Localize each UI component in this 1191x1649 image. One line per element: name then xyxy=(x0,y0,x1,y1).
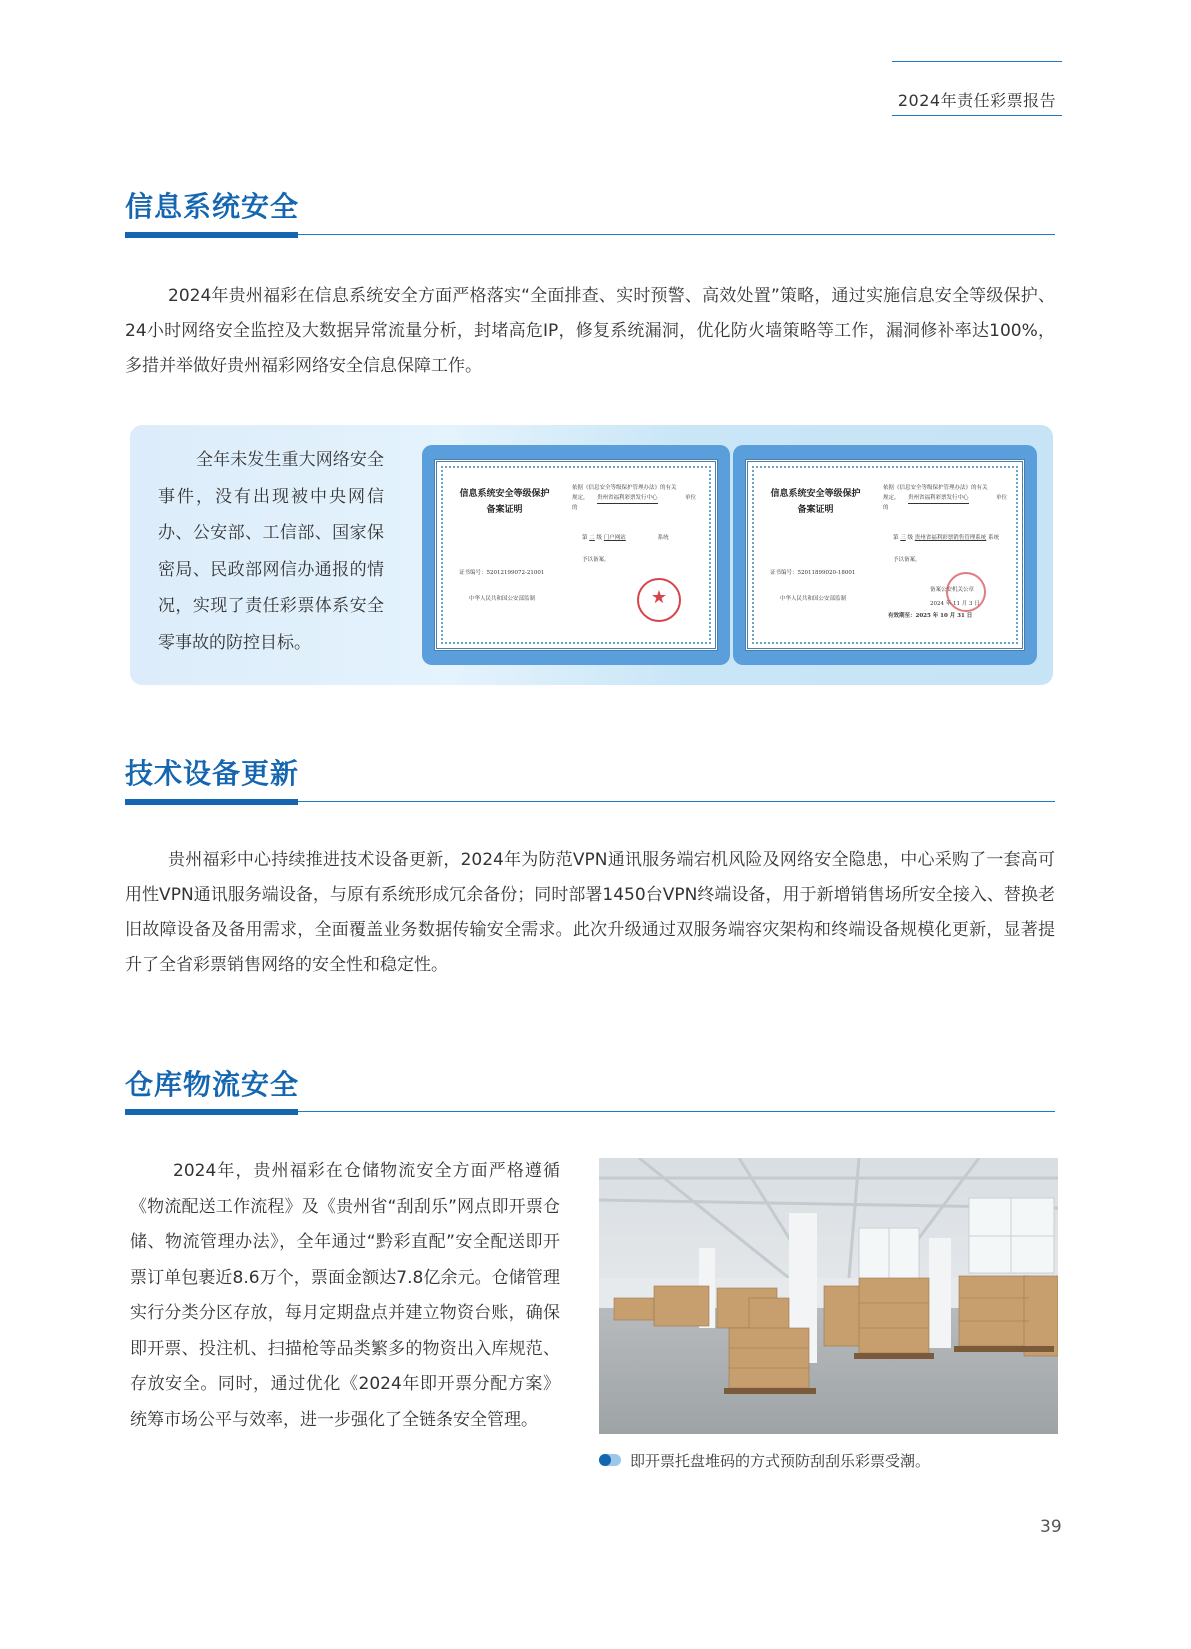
highlight-text: 全年未发生重大网络安全事件，没有出现被中央网信办、公安部、工信部、国家保密局、民政部网信办通报的情况，实现了责任彩票体系安全零事故的防控目标。 xyxy=(158,450,384,653)
cert-level: 第 三 级 贵州省福利彩票销售管理系统 系统 xyxy=(893,535,1000,541)
cert-basis: 依据《信息安全等级保护管理办法》的有关 xyxy=(883,485,988,491)
cert-unit: 单位 xyxy=(685,495,697,501)
warehouse-photo xyxy=(599,1158,1058,1434)
section-title-info-security: 信息系统安全 xyxy=(125,190,300,223)
cert-heading: 信息系统安全等级保护 备案证明 xyxy=(459,489,550,515)
cert-number: 证书编号：52012199072-21001 xyxy=(459,570,545,576)
section-accent-bar xyxy=(125,232,298,238)
certificate-panel xyxy=(130,425,1053,685)
certificate-image-2 xyxy=(733,445,1037,665)
cert-rule: 规定， xyxy=(883,495,900,501)
cert-org: 贵州省福利彩票发行中心 xyxy=(908,494,969,504)
cert-number: 证书编号：52011899020-18001 xyxy=(770,570,856,576)
cert-of: 的 xyxy=(883,505,889,511)
caption-bullet-icon xyxy=(599,1454,621,1466)
header-bottom-rule xyxy=(892,115,1062,116)
cert-heading: 信息系统安全等级保护 备案证明 xyxy=(770,489,861,515)
cert-filed: 予以备案。 xyxy=(893,557,921,563)
section-accent-bar xyxy=(125,1109,298,1115)
cert-valid-until: 有效期至：2025 年 10 月 31 日 xyxy=(888,613,973,619)
photo-caption: 即开票托盘堆码的方式预防刮刮乐彩票受潮。 xyxy=(630,1452,931,1470)
cert-level: 第 二 级 门户网站 系统 xyxy=(582,535,669,541)
cert-date: 2024 年 11 月 3 日 xyxy=(930,601,980,607)
cert-of: 的 xyxy=(572,505,578,511)
certificate-image-1 xyxy=(422,445,730,665)
section-body-equipment-update: 贵州福彩中心持续推进技术设备更新，2024年为防范VPN通讯服务端宕机风险及网络安全隐患，中心采购了一套高可用性VPN通讯服务端设备，与原有系统形成冗余备份；同时部署1450台VPN终端设备，用于新增销售场所安全接入、替换老旧故障设备及备用需求，全面覆盖业务数据传输安全需求。此次升级通过双服务端容灾架构和终端设备规模化更新，显著提升了全省彩票销售网络的安全性和稳定性。 xyxy=(125,850,1055,975)
seal-label: 备案公安机关公章 xyxy=(930,587,975,593)
report-title: 2024年责任彩票报告 xyxy=(897,91,1057,110)
header-top-rule xyxy=(892,61,1062,62)
cert-rule: 规定， xyxy=(572,495,589,501)
cert-unit: 单位 xyxy=(996,495,1008,501)
cert-issuer: 中华人民共和国公安部监制 xyxy=(469,596,536,602)
cert-org: 贵州省福利彩票发行中心 xyxy=(597,494,658,504)
section-accent-bar xyxy=(125,799,298,805)
section-body-info-security: 2024年贵州福彩在信息系统安全方面严格落实“全面排查、实时预警、高效处置”策略，通过实施信息安全等级保护、24小时网络安全监控及大数据异常流量分析，封堵高危IP，修复系统漏洞，优化防火墙策略等工作，漏洞修补率达100%，多措并举做好贵州福彩网络安全信息保障工作。 xyxy=(125,286,1055,376)
cert-issuer: 中华人民共和国公安部监制 xyxy=(780,596,847,602)
seal-stamp: ★ xyxy=(637,578,681,622)
section-title-warehouse-logistics: 仓库物流安全 xyxy=(125,1068,300,1101)
cert-filed: 予以备案。 xyxy=(582,557,610,563)
cert-basis: 依据《信息安全等级保护管理办法》的有关 xyxy=(572,485,677,491)
section-body-warehouse-logistics: 2024年，贵州福彩在仓储物流安全方面严格遵循《物流配送工作流程》及《贵州省“刮刮乐”网点即开票仓储、物流管理办法》，全年通过“黔彩直配”安全配送即开票订单包裹近8.6万个，票面金额达7.8亿余元。仓储管理实行分类分区存放，每月定期盘点并建立物资台账，确保即开票、投注机、扫描枪等品类繁多的物资出入库规范、存放安全。同时，通过优化《2024年即开票分配方案》统筹市场公平与效率，进一步强化了全链条安全管理。 xyxy=(130,1161,560,1430)
section-title-equipment-update: 技术设备更新 xyxy=(125,757,300,790)
page-number: 39 xyxy=(1040,1517,1062,1537)
